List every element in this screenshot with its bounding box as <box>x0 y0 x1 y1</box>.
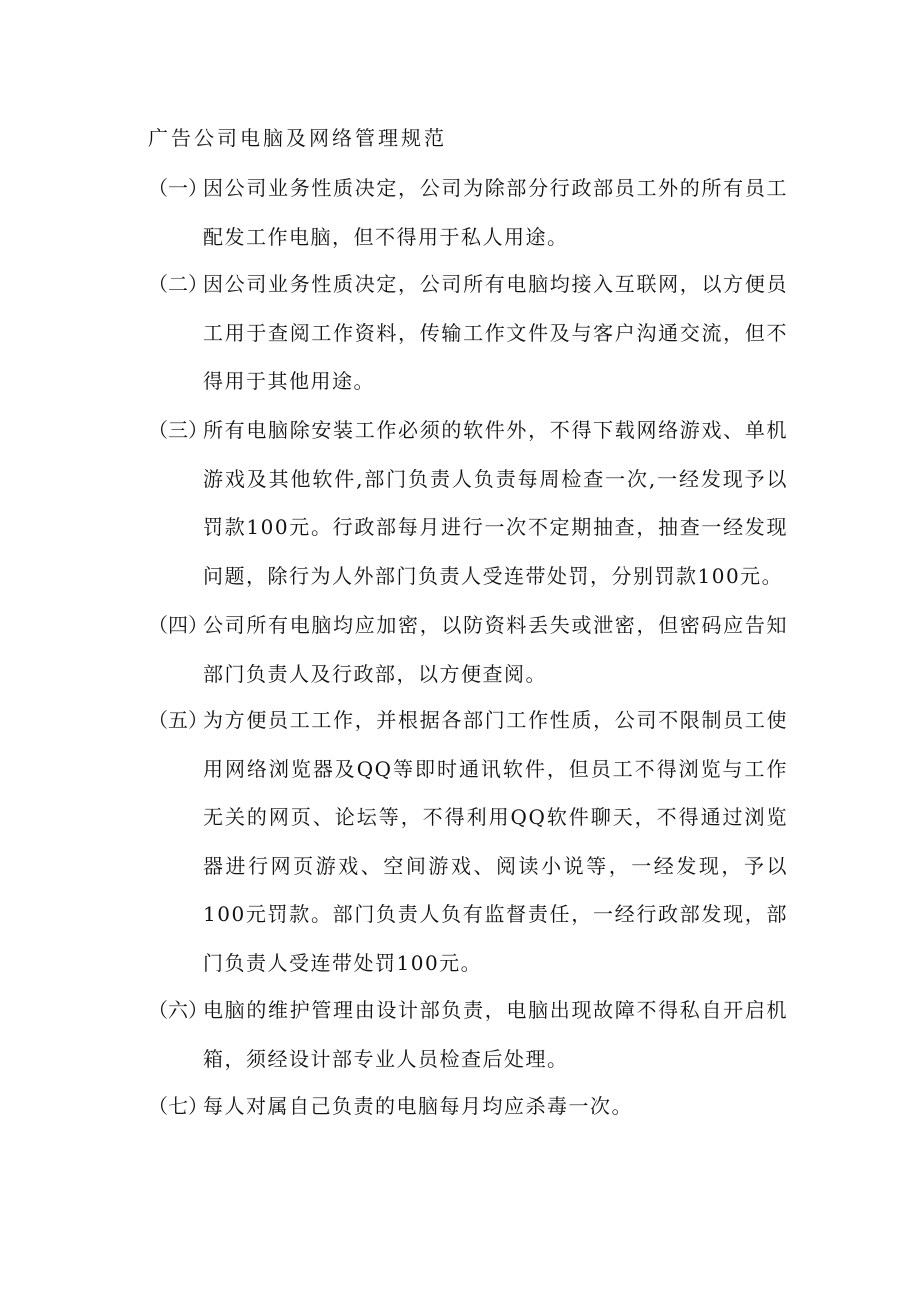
clause-6 <box>148 996 788 1083</box>
clause-3 <box>148 416 788 600</box>
clause-4 <box>148 611 788 698</box>
clause-marker: （四） <box>148 613 208 637</box>
clause-text: 每人对属自己负责的电脑每月均应杀毒一次。 <box>203 1094 633 1118</box>
clause-5 <box>148 706 788 987</box>
clause-marker: （三） <box>148 418 208 442</box>
clause-text: 因公司业务性质决定，公司为除部分行政部员工外的所有员工配发工作电脑，但不得用于私人用途。 <box>203 176 788 249</box>
clause-1 <box>148 174 788 261</box>
clause-marker: （六） <box>148 998 208 1022</box>
clause-2 <box>148 270 788 406</box>
clause-marker: （七） <box>148 1094 208 1118</box>
document-title: 广告公司电脑及网络管理规范 <box>148 126 447 150</box>
clause-marker: （五） <box>148 708 208 732</box>
clause-text: 所有电脑除安装工作必须的软件外，不得下载网络游戏、单机游戏及其他软件,部门负责人负责每周检查一次,一经发现予以罚款100元。行政部每月进行一次不定期抽查，抽查一经发现问题，除行为人外部门负责人受连带处罚，分别罚款100元。 <box>203 418 788 588</box>
clause-7 <box>148 1092 788 1131</box>
clause-text: 电脑的维护管理由设计部负责，电脑出现故障不得私自开启机箱，须经设计部专业人员检查后处理。 <box>203 998 788 1071</box>
clause-text: 公司所有电脑均应加密，以防资料丢失或泄密，但密码应告知部门负责人及行政部，以方便查阅。 <box>203 613 788 686</box>
clause-marker: （一） <box>148 176 208 200</box>
clause-text: 为方便员工工作，并根据各部门工作性质，公司不限制员工使用网络浏览器及QQ等即时通讯软件，但员工不得浏览与工作无关的网页、论坛等，不得利用QQ软件聊天，不得通过浏览器进行网页游戏、空间游戏、阅读小说等，一经发现，予以100元罚款。部门负责人负有监督责任，一经行政部发现，部门负责人受连带处罚100元。 <box>203 708 788 975</box>
clause-text: 因公司业务性质决定，公司所有电脑均接入互联网，以方便员工用于查阅工作资料，传输工作文件及与客户沟通交流，但不得用于其他用途。 <box>203 272 788 393</box>
clause-marker: （二） <box>148 272 208 296</box>
